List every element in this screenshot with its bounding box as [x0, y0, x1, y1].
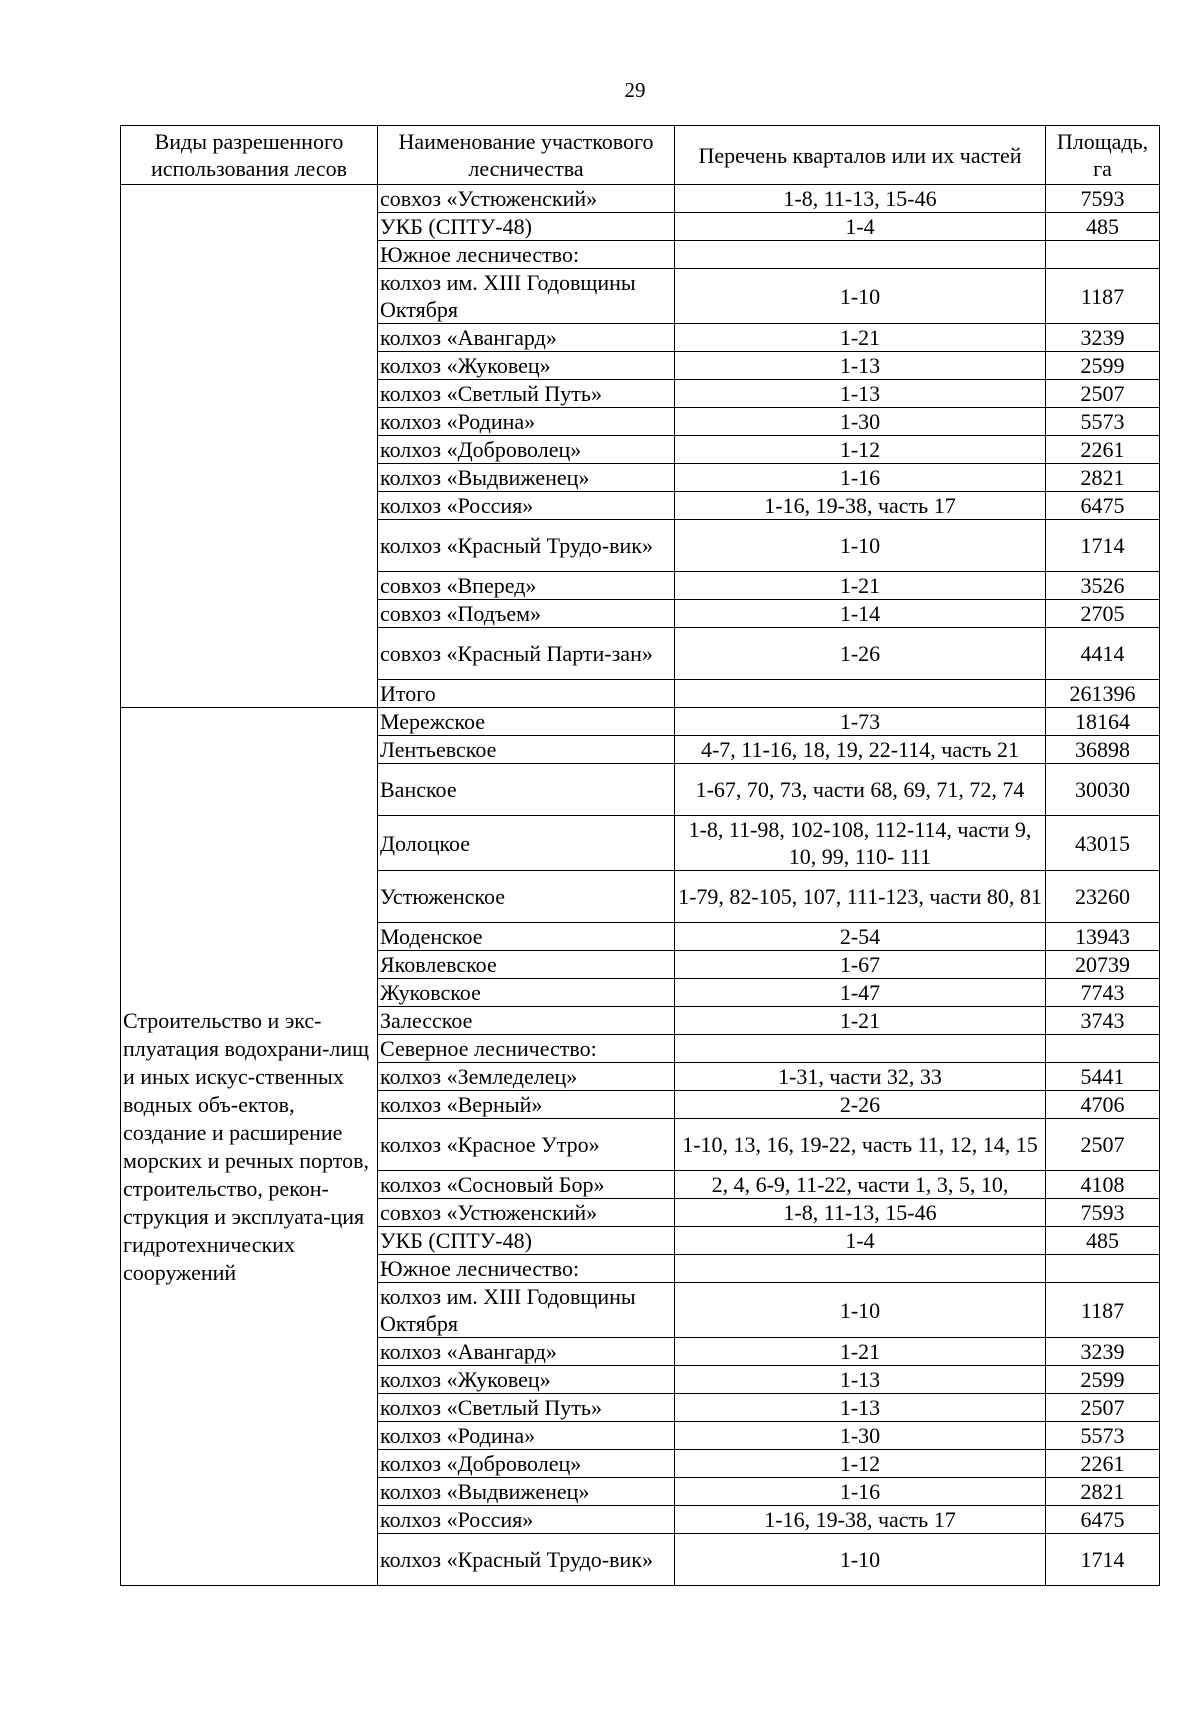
table-row [121, 708, 1160, 736]
area-cell: 2705 [1046, 600, 1160, 628]
forest-use-table [120, 125, 1160, 1586]
quarters-cell: 1-10 [675, 520, 1046, 572]
area-cell: 30030 [1046, 764, 1160, 816]
quarters-cell: 1-10 [675, 1534, 1046, 1586]
quarters-cell [675, 680, 1046, 708]
forestry-name-cell: Южное лесничество: [378, 241, 675, 269]
area-cell: 4706 [1046, 1091, 1160, 1119]
area-cell: 4414 [1046, 628, 1160, 680]
area-cell: 3743 [1046, 1007, 1160, 1035]
area-cell [1046, 1255, 1160, 1283]
area-cell: 2261 [1046, 436, 1160, 464]
quarters-cell: 1-13 [675, 1366, 1046, 1394]
forestry-name-cell: колхоз «Авангард» [378, 324, 675, 352]
quarters-cell: 1-47 [675, 979, 1046, 1007]
area-cell: 2821 [1046, 464, 1160, 492]
forestry-name-cell: колхоз «Красный Трудо-вик» [378, 520, 675, 572]
quarters-cell: 1-12 [675, 1450, 1046, 1478]
forestry-name-cell: колхоз им. XIII Годовщины Октября [378, 1283, 675, 1338]
forestry-name-cell: Яковлевское [378, 951, 675, 979]
forestry-name-cell: совхоз «Красный Парти-зан» [378, 628, 675, 680]
forestry-name-cell: Залесское [378, 1007, 675, 1035]
quarters-cell: 2-54 [675, 923, 1046, 951]
quarters-cell: 1-14 [675, 600, 1046, 628]
quarters-cell: 4-7, 11-16, 18, 19, 22-114, часть 21 [675, 736, 1046, 764]
area-cell: 1714 [1046, 1534, 1160, 1586]
quarters-cell: 1-21 [675, 572, 1046, 600]
area-cell: 23260 [1046, 871, 1160, 923]
page-number: 29 [624, 78, 646, 102]
quarters-cell: 1-79, 82-105, 107, 111-123, части 80, 81 [675, 871, 1046, 923]
area-cell: 485 [1046, 1227, 1160, 1255]
forestry-name-cell: УКБ (СПТУ-48) [378, 213, 675, 241]
forestry-name-cell: колхоз «Выдвиженец» [378, 1478, 675, 1506]
forestry-name-cell: колхоз «Выдвиженец» [378, 464, 675, 492]
forestry-name-cell: Жуковское [378, 979, 675, 1007]
forestry-name-cell: Ванское [378, 764, 675, 816]
usage-type-cell [121, 185, 378, 708]
forestry-name-cell: совхоз «Подъем» [378, 600, 675, 628]
quarters-cell: 1-10 [675, 269, 1046, 324]
table-body [121, 185, 1160, 1586]
area-cell: 2507 [1046, 1119, 1160, 1171]
area-cell: 485 [1046, 213, 1160, 241]
forestry-name-cell: колхоз «Красный Трудо-вик» [378, 1534, 675, 1586]
forestry-name-cell: Лентьевское [378, 736, 675, 764]
forestry-name-cell: Итого [378, 680, 675, 708]
forestry-name-cell: колхоз «Земледелец» [378, 1063, 675, 1091]
quarters-cell [675, 1255, 1046, 1283]
area-cell: 7593 [1046, 185, 1160, 213]
forestry-name-cell: колхоз «Доброволец» [378, 1450, 675, 1478]
quarters-cell: 1-21 [675, 1338, 1046, 1366]
quarters-cell [675, 241, 1046, 269]
forestry-name-cell: совхоз «Вперед» [378, 572, 675, 600]
forestry-name-cell: совхоз «Устюженский» [378, 1199, 675, 1227]
forestry-name-cell: колхоз «Светлый Путь» [378, 1394, 675, 1422]
forestry-name-cell: Долоцкое [378, 816, 675, 871]
forestry-name-cell: совхоз «Устюженский» [378, 185, 675, 213]
area-cell: 18164 [1046, 708, 1160, 736]
forestry-name-cell: колхоз «Светлый Путь» [378, 380, 675, 408]
area-cell: 3239 [1046, 1338, 1160, 1366]
quarters-cell: 1-12 [675, 436, 1046, 464]
quarters-cell: 1-30 [675, 408, 1046, 436]
forestry-name-cell: колхоз «Жуковец» [378, 1366, 675, 1394]
forestry-name-cell: Мережское [378, 708, 675, 736]
area-cell: 1714 [1046, 520, 1160, 572]
area-cell: 2599 [1046, 352, 1160, 380]
area-cell: 2507 [1046, 380, 1160, 408]
quarters-cell: 1-16, 19-38, часть 17 [675, 1506, 1046, 1534]
area-cell: 6475 [1046, 1506, 1160, 1534]
quarters-cell: 1-4 [675, 213, 1046, 241]
area-cell: 4108 [1046, 1171, 1160, 1199]
quarters-cell: 1-13 [675, 1394, 1046, 1422]
quarters-cell: 1-67, 70, 73, части 68, 69, 71, 72, 74 [675, 764, 1046, 816]
area-cell: 2507 [1046, 1394, 1160, 1422]
quarters-cell: 1-67 [675, 951, 1046, 979]
quarters-cell [675, 1035, 1046, 1063]
area-cell: 2599 [1046, 1366, 1160, 1394]
quarters-cell: 1-30 [675, 1422, 1046, 1450]
forestry-name-cell: колхоз «Сосновый Бор» [378, 1171, 675, 1199]
area-cell: 13943 [1046, 923, 1160, 951]
area-cell: 36898 [1046, 736, 1160, 764]
area-cell: 43015 [1046, 816, 1160, 871]
area-cell: 20739 [1046, 951, 1160, 979]
table-header-row [121, 126, 1160, 185]
quarters-cell: 1-13 [675, 352, 1046, 380]
quarters-cell: 1-16 [675, 1478, 1046, 1506]
header-area: Площадь, га [1046, 126, 1160, 185]
quarters-cell: 1-21 [675, 1007, 1046, 1035]
quarters-cell: 1-8, 11-98, 102-108, 112-114, части 9, 10, 99, 110- 111 [675, 816, 1046, 871]
quarters-cell: 1-8, 11-13, 15-46 [675, 1199, 1046, 1227]
quarters-cell: 1-10, 13, 16, 19-22, часть 11, 12, 14, 15 [675, 1119, 1046, 1171]
forestry-name-cell: Южное лесничество: [378, 1255, 675, 1283]
header-quarters-list: Перечень кварталов или их частей [675, 126, 1046, 185]
quarters-cell: 1-31, части 32, 33 [675, 1063, 1046, 1091]
quarters-cell: 1-8, 11-13, 15-46 [675, 185, 1046, 213]
area-cell: 7743 [1046, 979, 1160, 1007]
quarters-cell: 1-16 [675, 464, 1046, 492]
area-cell: 5441 [1046, 1063, 1160, 1091]
area-cell [1046, 1035, 1160, 1063]
forestry-name-cell: Устюженское [378, 871, 675, 923]
area-cell: 3526 [1046, 572, 1160, 600]
quarters-cell: 1-4 [675, 1227, 1046, 1255]
quarters-cell: 2, 4, 6-9, 11-22, части 1, 3, 5, 10, [675, 1171, 1046, 1199]
area-cell: 2821 [1046, 1478, 1160, 1506]
forestry-name-cell: колхоз «Доброволец» [378, 436, 675, 464]
area-cell: 5573 [1046, 408, 1160, 436]
area-cell: 2261 [1046, 1450, 1160, 1478]
forestry-name-cell: колхоз «Авангард» [378, 1338, 675, 1366]
forestry-name-cell: колхоз «Жуковец» [378, 352, 675, 380]
forestry-name-cell: колхоз «Родина» [378, 408, 675, 436]
forestry-name-cell: колхоз «Россия» [378, 492, 675, 520]
forestry-name-cell: Северное лесничество: [378, 1035, 675, 1063]
area-cell: 7593 [1046, 1199, 1160, 1227]
header-usage-type: Виды разрешенного использования лесов [121, 126, 378, 185]
area-cell: 1187 [1046, 269, 1160, 324]
usage-type-cell: Строительство и экс-плуатация водохрани-лищ и иных искус-ственных водных объ-ектов, создание и расширение морских и речных портов, строительство, рекон-струкция и эксплуата-ция гидротехнических сооружений [121, 708, 378, 1586]
quarters-cell: 1-13 [675, 380, 1046, 408]
quarters-cell: 1-16, 19-38, часть 17 [675, 492, 1046, 520]
forestry-name-cell: УКБ (СПТУ-48) [378, 1227, 675, 1255]
area-cell: 6475 [1046, 492, 1160, 520]
quarters-cell: 2-26 [675, 1091, 1046, 1119]
area-cell: 261396 [1046, 680, 1160, 708]
quarters-cell: 1-26 [675, 628, 1046, 680]
forestry-name-cell: колхоз «Красное Утро» [378, 1119, 675, 1171]
forestry-name-cell: колхоз «Верный» [378, 1091, 675, 1119]
header-forestry-name: Наименование участкового лесничества [378, 126, 675, 185]
table-row [121, 185, 1160, 213]
area-cell [1046, 241, 1160, 269]
quarters-cell: 1-10 [675, 1283, 1046, 1338]
forestry-name-cell: колхоз «Россия» [378, 1506, 675, 1534]
area-cell: 5573 [1046, 1422, 1160, 1450]
area-cell: 1187 [1046, 1283, 1160, 1338]
area-cell: 3239 [1046, 324, 1160, 352]
forestry-name-cell: Моденское [378, 923, 675, 951]
forestry-name-cell: колхоз «Родина» [378, 1422, 675, 1450]
quarters-cell: 1-21 [675, 324, 1046, 352]
quarters-cell: 1-73 [675, 708, 1046, 736]
forestry-name-cell: колхоз им. XIII Годовщины Октября [378, 269, 675, 324]
